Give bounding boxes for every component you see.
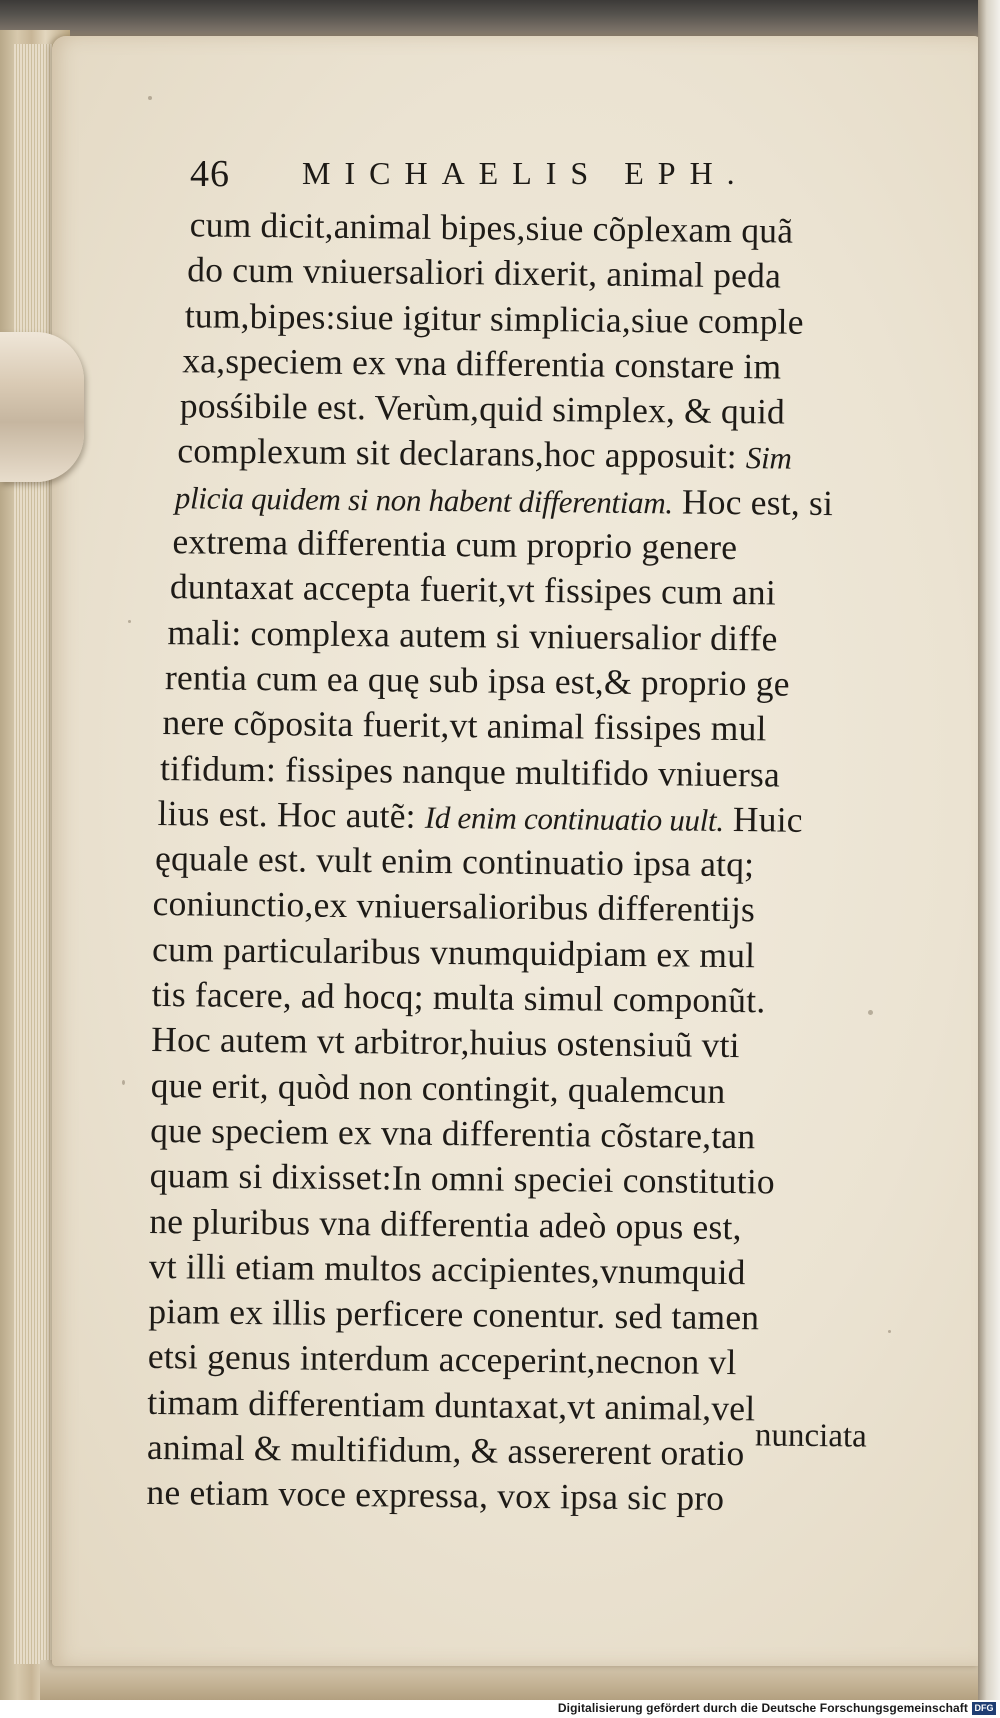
paper-speck [128,620,131,623]
text-run: coniunctio,ex vniuersalioribus differentijs [152,883,756,930]
text-run: posśibile est. Verùm,quid simplex, & quid [179,385,786,432]
text-run: quam si dixisset:In omni speciei constitutio [149,1155,776,1202]
paper-speck [122,1080,125,1085]
page-header [190,152,890,198]
text-line [155,610,925,663]
text-line [158,338,928,391]
text-run: piam ex illis perficere conentur. sed tamen [148,1291,760,1338]
text-line [158,383,928,436]
catchword: nunciata [754,1417,867,1455]
text-run: vt illi etiam multos accipientes,vnumquid [148,1245,746,1293]
text-line [150,1108,920,1161]
text-line [155,655,925,708]
text-run: extrema differentia cum proprio genere [172,521,738,568]
text-run: ęquale est. vult enim continuatio ipsa atq; [154,838,755,885]
text-run: nere cõposita fuerit,vt animal fissipes mul [162,702,767,749]
text-line [149,1244,919,1297]
text-line [154,700,924,753]
running-head: MICHAELIS EPH. [302,155,749,191]
text-run: que erit, quòd non contingit, qualemcun [150,1064,726,1111]
text-line [156,564,926,617]
page-clip [0,332,84,482]
text-line [152,881,922,934]
text-line [149,1198,919,1251]
text-line [153,791,923,844]
text-line [151,972,921,1025]
text-run: animal & multifidum, & assererent oratio [146,1426,745,1474]
text-line [153,836,923,889]
text-line [160,202,930,255]
text-run: Huic [723,798,803,840]
text-line [157,474,927,527]
text-line [157,428,927,481]
dfg-logo: DFG [972,1702,996,1715]
body-text [146,202,930,1524]
page-number: 46 [190,153,230,195]
text-run: que speciem ex vna differentia cõstare,tan [150,1109,756,1157]
text-run: Hoc est, si [672,481,834,523]
text-run: duntaxat accepta fuerit,vt fissipes cum ani [169,566,777,613]
book-bottom-edge [40,1660,1000,1700]
text-run: ne etiam voce expressa, vox ipsa sic pro [146,1472,725,1519]
text-line [159,247,929,300]
text-run: lius est. Hoc autẽ: [157,792,426,836]
italic-quotation: Sim [745,440,792,477]
text-line [150,1153,920,1206]
paper-speck [148,96,152,100]
scan-right-edge [978,0,1000,1700]
text-line [148,1289,918,1342]
text-run: cum particularibus vnumquidpiam ex mul [151,928,756,976]
text-run: etsi genus interdum acceperint,necnon vl [147,1336,737,1383]
digitization-credit: Digitalisierung gefördert durch die Deutsche Forschungsgemeinschaft [557,1701,968,1715]
text-run: Hoc autem vt arbitror,huius ostensiuũ vti [151,1019,740,1066]
text-line [151,1017,921,1070]
text-run: tis facere, ad hocq; multa simul componũt. [151,974,766,1021]
text-line [156,519,926,572]
text-run: ne pluribus vna differentia adeò opus est, [149,1200,742,1247]
text-line [146,1470,916,1523]
text-run: timam differentiam duntaxat,vt animal,vel [147,1381,756,1429]
text-run: mali: complexa autem si vniuersalior diffe [167,611,778,659]
text-line [154,746,924,799]
text-run: cum dicit,animal bipes,siue cõplexam quã [189,204,794,251]
text-run: tum,bipes:siue igitur simplicia,siue comple [184,294,804,342]
text-run: do cum vniuersaliori dixerit, animal peda [187,249,782,296]
text-line [159,293,929,346]
text-line [151,1063,921,1116]
text-run: tifidum: fissipes nanque multifido vniuersa [159,747,781,795]
text-line [152,927,922,980]
text-line [148,1334,918,1387]
text-run: complexum sit declarans,hoc apposuit: [177,430,747,477]
text-run: rentia cum ea quę sub ipsa est,& proprio ge [164,657,790,704]
italic-quotation: Id enim continuatio uult. [424,799,725,838]
text-run: xa,speciem ex vna differentia constare im [182,340,782,387]
italic-quotation: plicia quidem si non habent differentiam. [174,479,674,521]
